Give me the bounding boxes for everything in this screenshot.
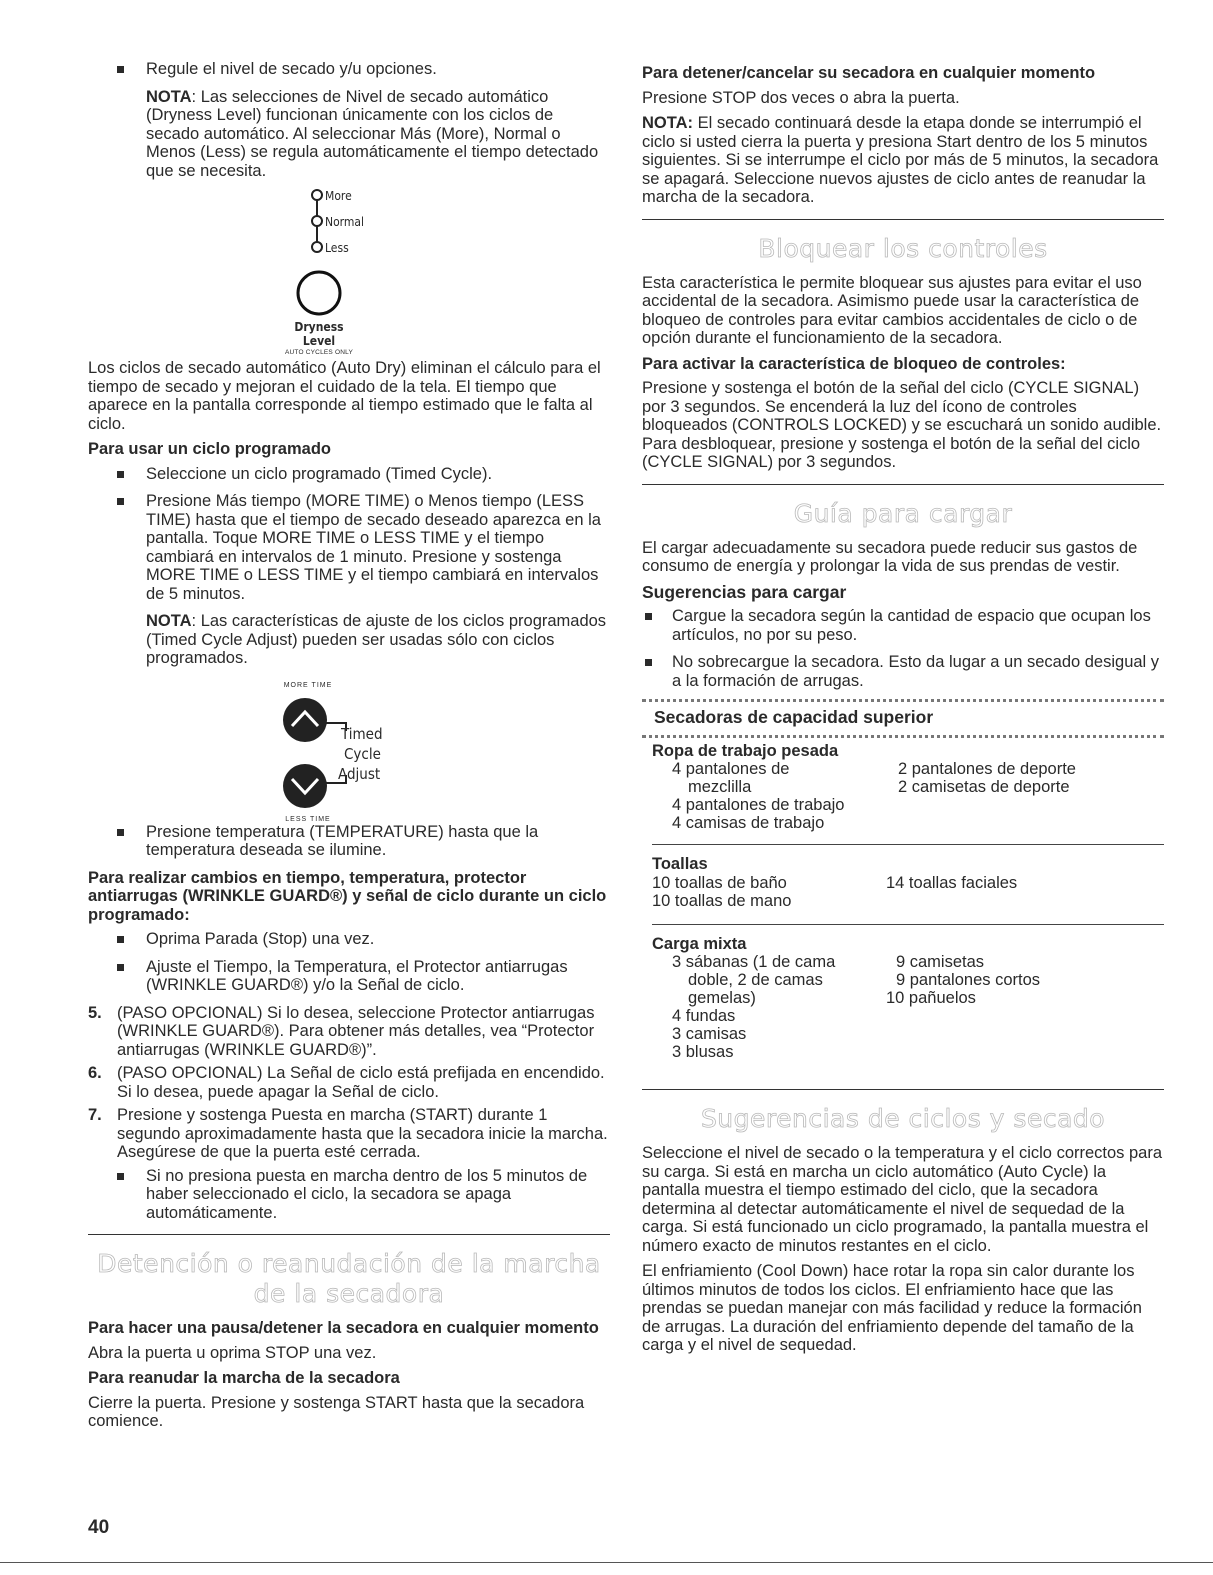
heading-resume: Para reanudar la marcha de la secadora <box>88 1369 400 1387</box>
heading-changes: Para realizar cambios en tiempo, temperatura, protector antiarrugas (WRINKLE GUARD®) y señal de ciclo durante un ciclo programado: <box>88 868 607 924</box>
list-item: doble, 2 de camas <box>688 971 823 989</box>
suggestion-2: No sobrecargue la secadora. Esto da lugar a un secado desigual y a la formación de arrugas. <box>642 653 1164 690</box>
right-column <box>642 60 1164 1362</box>
step-7-bullet: Si no presiona puesta en marcha dentro de los 5 minutos de haber seleccionado el ciclo, la secadora se apaga automáticamente. <box>88 1167 610 1223</box>
page-bottom-rule <box>0 1562 1213 1563</box>
section-divider <box>642 219 1164 220</box>
group-col-1 <box>652 760 886 832</box>
section-title-stop-resume: Detención o reanudación de la marcha de la secadora <box>97 1249 601 1308</box>
list-item: 9 camisetas <box>896 953 985 971</box>
dryness-level-diagram <box>88 187 610 367</box>
capacity-title: Secadoras de capacidad superior <box>654 707 934 727</box>
timed-cycle-adjust-diagram <box>88 675 610 823</box>
heading-pause: Para hacer una pausa/detener la secadora en cualquier momento <box>88 1319 599 1337</box>
group-title: Carga mixta <box>652 934 747 953</box>
cycle-text-1: Seleccione el nivel de secado o la temperatura y el ciclo correctos para su carga. Si está en marcha un ciclo automático (Auto Cycle) la pantalla muestra el tiempo estimado del ciclo, que la secadora determina al detectar automáticamente el nivel de sequedad de la carga. Si está funcionado un ciclo programado, la pantalla muestra el número exacto de minutos restantes en el ciclo. <box>642 1144 1163 1255</box>
cancel-text: Presione STOP dos veces o abra la puerta. <box>642 88 960 107</box>
step-text: (PASO OPCIONAL) Si lo desea, seleccione Protector antiarrugas (WRINKLE GUARD®). Para obtener más detalles, vea “Protector antiarrugas (WRINKLE GUARD®)”. <box>117 1003 595 1059</box>
dryness-option-normal: Normal <box>325 215 365 229</box>
cycle-text-2: El enfriamiento (Cool Down) hace rotar la ropa sin calor durante los últimos minutos de todos los ciclos. El enfriamiento hace que las prendas se puedan manejar con más facilidad y reduce la formación de arrugas. La duración del enfriamiento depende del tamaño de la carga y el nivel de sequedad. <box>642 1262 1142 1354</box>
bullet-timed-1: Seleccione un ciclo programado (Timed Cycle). <box>88 465 610 484</box>
lock-text: Esta característica le permite bloquear sus ajustes para evitar el uso accidental de la secadora. Asimismo puede usar la característica de bloqueo de controles para evitar cambios accidentales de ciclo o de opción durante el funcionamiento de la secadora. <box>642 273 1142 347</box>
note-label: NOTA <box>146 87 192 106</box>
note-timed <box>88 612 610 668</box>
list-item: 4 pantalones de trabajo <box>672 796 845 814</box>
timed-label-2: Cycle <box>344 744 381 763</box>
step-5 <box>88 1004 610 1060</box>
section-divider <box>642 1089 1164 1090</box>
list-item: 4 camisas de trabajo <box>672 814 825 832</box>
list-item: 9 pantalones cortos <box>896 971 1041 989</box>
group-items <box>652 953 1164 1061</box>
bullet-adjust: Ajuste el Tiempo, la Temperatura, el Protector antiarrugas (WRINKLE GUARD®) y/o la Señal de ciclo. <box>88 958 610 995</box>
list-item: 10 toallas de mano <box>652 891 792 910</box>
note-label: NOTA: <box>642 114 694 132</box>
note-text: El secado continuará desde la etapa donde se interrumpió el ciclo si usted cierra la puerta y presiona Start dentro de los 5 minutos siguientes. Si se interrumpe el ciclo por más de 5 minutos, la secadora se apagará. Seleccione nuevos ajustes de ciclo antes de reanudar la marcha de la secadora. <box>642 114 1159 206</box>
dryness-label-2: Level <box>302 334 336 348</box>
group-items <box>652 760 1164 832</box>
list-item: 4 pantalones de <box>672 760 790 778</box>
heading-cancel: Para detener/cancelar su secadora en cualquier momento <box>642 64 1096 82</box>
list-item: 10 toallas de baño <box>652 873 787 892</box>
timed-label-3: Adjust <box>338 764 381 783</box>
list-item: 2 camisetas de deporte <box>898 778 1070 796</box>
list-item: 2 pantalones de deporte <box>898 760 1076 778</box>
note-text: : Las características de ajuste de los ciclos programados (Timed Cycle Adjust) pueden ser usadas sólo con ciclos programados. <box>146 612 607 667</box>
step-number: 5. <box>88 1003 102 1022</box>
section-divider <box>642 484 1164 485</box>
step-text: (PASO OPCIONAL) La Señal de ciclo está prefijada en encendido. Si lo desea, puede apagar la Señal de ciclo. <box>117 1064 605 1101</box>
group-col-2 <box>886 760 1164 832</box>
pause-text: Abra la puerta u oprima STOP una vez. <box>88 1343 377 1362</box>
step-6 <box>88 1064 610 1101</box>
note-text: : Las selecciones de Nivel de secado automático (Dryness Level) funcionan únicamente con los ciclos de secado automático. Al seleccionar Más (More), Normal o Menos (Less) se regula automáticamente el tiempo detectado que se necesita. <box>146 87 599 180</box>
dryness-option-less: Less <box>325 241 349 255</box>
section-title-loading: Guía para cargar <box>793 498 1013 528</box>
bullet-dryness: Regule el nivel de secado y/u opciones. <box>88 60 610 79</box>
left-column <box>88 60 610 1438</box>
note-dryness <box>88 88 610 181</box>
step-7 <box>88 1106 610 1162</box>
list-item: mezclilla <box>688 778 752 796</box>
bullet-stop: Oprima Parada (Stop) una vez. <box>88 930 610 949</box>
heading-timed-cycle: Para usar un ciclo programado <box>88 440 331 458</box>
para-auto-dry: Los ciclos de secado automático (Auto Dry) eliminan el cálculo para el tiempo de secado y mejoran el cuidado de la tela. El tiempo que aparece en la pantalla corresponde al tiempo estimado que le falta al ciclo. <box>88 359 601 433</box>
load-text: El cargar adecuadamente su secadora puede reducir sus gastos de consumo de energía y prolongar la vida de sus prendas de vestir. <box>642 538 1138 575</box>
list-item: 3 sábanas (1 de cama <box>672 953 836 971</box>
dryness-label-1: Dryness <box>294 320 344 334</box>
bullet-temperature: Presione temperatura (TEMPERATURE) hasta que la temperatura deseada se ilumine. <box>88 823 610 860</box>
bullet-timed-2: Presione Más tiempo (MORE TIME) o Menos tiempo (LESS TIME) hasta que el tiempo de secado deseado aparezca en la pantalla. Toque MORE TIME o LESS TIME y el tiempo cambiará en intervalos de 1 minuto. Presione y sostenga MORE TIME o LESS TIME y el tiempo cambiará en intervalos de 5 minutos. <box>88 492 610 603</box>
group-divider <box>652 844 1164 845</box>
resume-text: Cierre la puerta. Presione y sostenga START hasta que la secadora comience. <box>88 1393 585 1430</box>
dotted-divider <box>642 699 1164 702</box>
list-item: 4 fundas <box>672 1007 736 1025</box>
list-item: 10 pañuelos <box>886 989 976 1007</box>
heading-lock: Para activar la característica de bloqueo de controles: <box>642 354 1066 373</box>
load-group-mixed <box>652 935 1164 1062</box>
section-title-lock: Bloquear los controles <box>758 233 1048 263</box>
suggestion-1: Cargue la secadora según la cantidad de espacio que ocupan los artículos, no por su peso. <box>642 607 1164 644</box>
group-col-1 <box>652 874 886 910</box>
group-col-1 <box>652 953 886 1061</box>
load-table <box>652 742 1164 1062</box>
section-divider <box>88 1234 610 1235</box>
dryness-label-3: AUTO CYCLES ONLY <box>285 349 353 356</box>
step-text: Presione y sostenga Puesta en marcha (START) durante 1 segundo aproximadamente hasta que la secadora inicie la marcha. Asegúrese de que la puerta esté cerrada. <box>117 1106 608 1161</box>
group-title: Toallas <box>652 855 708 873</box>
dryness-option-more: More <box>325 189 352 203</box>
list-item: 3 camisas <box>672 1025 747 1043</box>
list-item: gemelas) <box>688 989 756 1007</box>
group-col-2 <box>886 874 1164 910</box>
note-label: NOTA <box>146 612 192 630</box>
more-time-label: MORE TIME <box>283 681 333 689</box>
page-number: 40 <box>88 1517 110 1538</box>
load-group-towels <box>652 855 1164 910</box>
list-item: 14 toallas faciales <box>886 873 1018 892</box>
load-group-workwear <box>652 742 1164 833</box>
timed-label-1: Timed <box>341 724 383 743</box>
less-time-label: LESS TIME <box>285 815 331 823</box>
lock-howto: Presione y sostenga el botón de la señal del ciclo (CYCLE SIGNAL) por 3 segundos. Se encenderá la luz del ícono de controles bloqueados (CONTROLS LOCKED) y se escuchará un sonido audible. Para desbloquear, presione y sostenga el botón de la señal del ciclo (CYCLE SIGNAL) por 3 segundos. <box>642 379 1162 471</box>
group-title: Ropa de trabajo pesada <box>652 741 839 760</box>
section-title-cycle-tips: Sugerencias de ciclos y secado <box>700 1104 1106 1133</box>
group-divider <box>652 924 1164 925</box>
list-item: 3 blusas <box>672 1043 734 1061</box>
dotted-divider <box>642 735 1164 738</box>
heading-suggestions: Sugerencias para cargar <box>642 581 847 602</box>
step-number: 7. <box>88 1106 102 1124</box>
group-items <box>652 874 1164 910</box>
group-col-2 <box>886 953 1164 1061</box>
step-number: 6. <box>88 1064 102 1082</box>
note-cancel <box>642 114 1164 207</box>
